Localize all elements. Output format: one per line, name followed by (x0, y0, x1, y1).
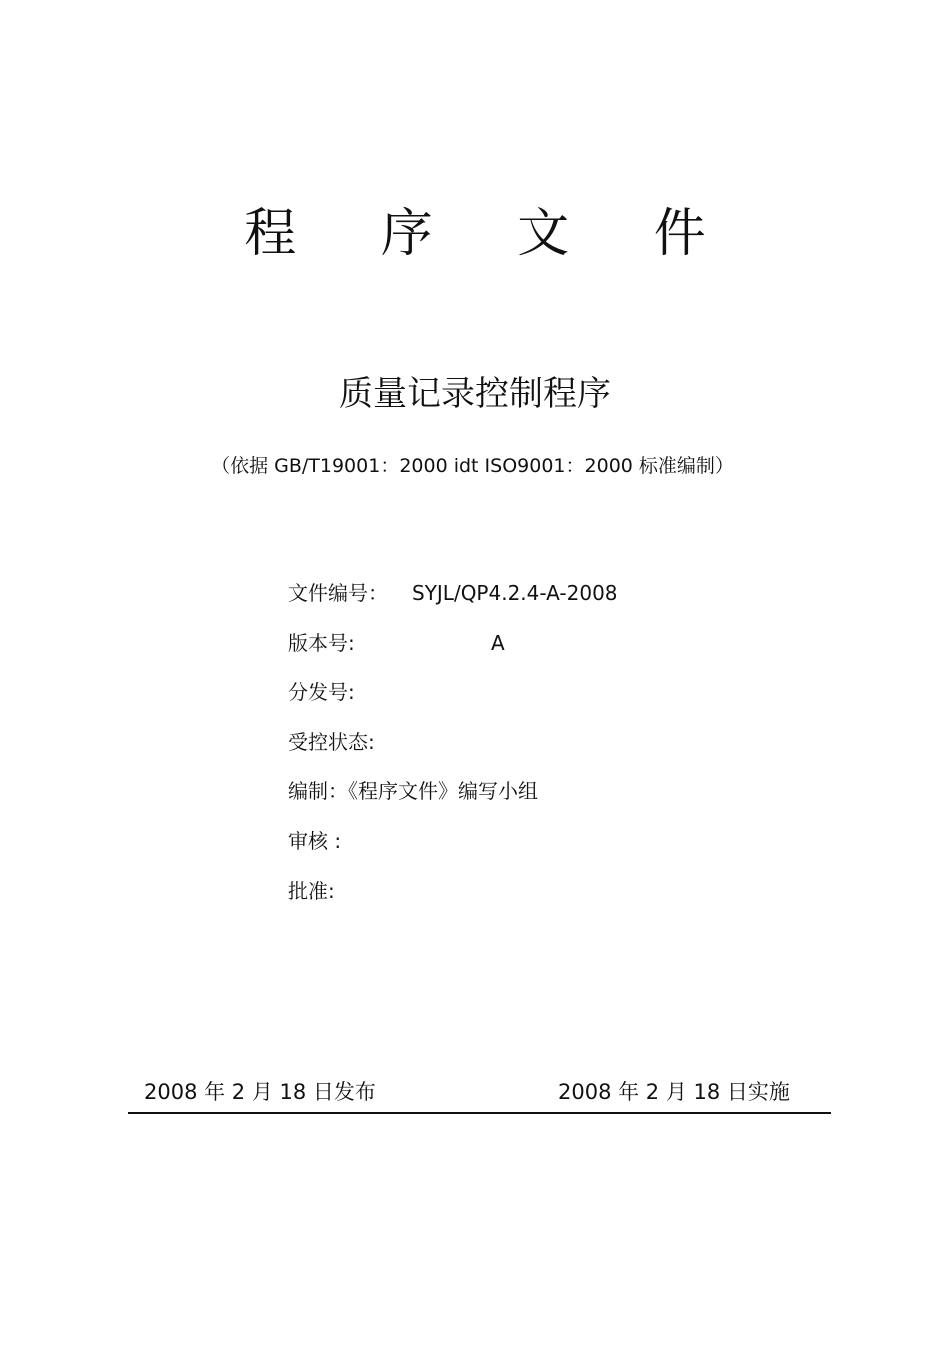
issue-date: 2008 年 2 月 18 日发布 (144, 1080, 376, 1104)
dates-footer (128, 1076, 831, 1114)
file-number-label: 文件编号： (288, 581, 388, 605)
document-basis-note: （依据 GB/T19001：2000 idt ISO9001：2000 标准编制） (211, 455, 734, 477)
version-label: 版本号: (288, 630, 355, 655)
document-meta-block (288, 578, 848, 925)
approved-by-row (288, 876, 848, 926)
effective-date: 2008 年 2 月 18 日实施 (558, 1080, 790, 1104)
compiled-by-row (288, 776, 848, 826)
file-number-row (288, 578, 848, 628)
distribution-row (288, 677, 848, 727)
file-number-value: SYJL/QP4.2.4-A-2008 (412, 581, 618, 605)
document-type-heading: 程 序 文 件 (244, 204, 740, 264)
distribution-label: 分发号: (288, 680, 355, 705)
control-status-label: 受控状态: (288, 729, 375, 754)
version-row (288, 628, 848, 678)
control-status-row (288, 727, 848, 777)
reviewed-by-row (288, 826, 848, 876)
version-value: A (491, 630, 505, 655)
approved-by-label: 批准: (288, 878, 335, 903)
reviewed-by-label: 审核 : (288, 828, 342, 853)
compiled-by-text: 编制：《程序文件》编写小组 (288, 779, 538, 804)
document-title: 质量记录控制程序 (339, 374, 611, 414)
